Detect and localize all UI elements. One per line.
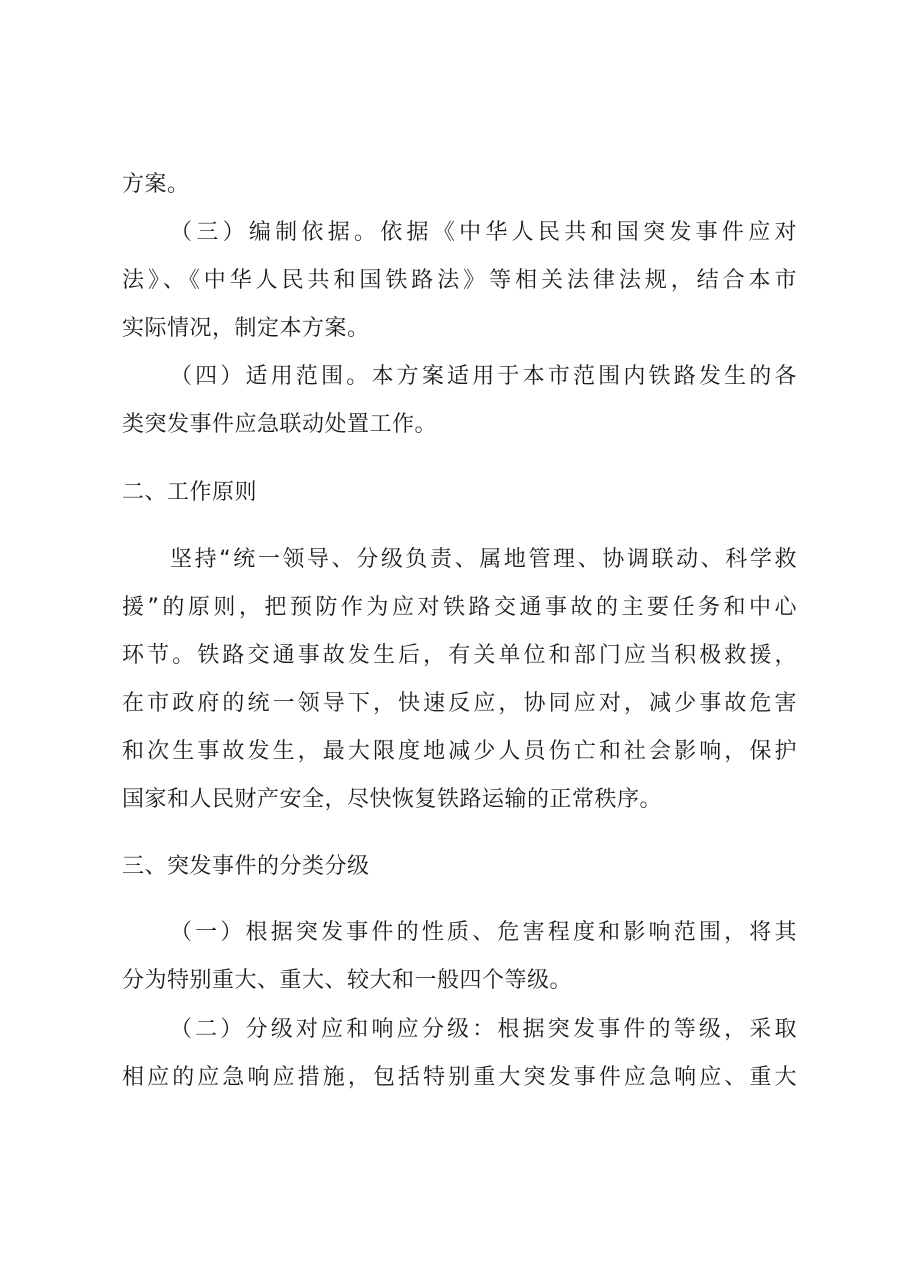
text-line: 分为特别重大、重大、较大和一般四个等级。 [122, 968, 573, 993]
text-line: 实际情况，制定本方案。 [122, 316, 370, 341]
section-heading: 三、突发事件的分类分级 [122, 854, 370, 879]
text-line: 国家和人民财产安全，尽快恢复铁路运输的正常秩序。 [122, 787, 663, 812]
text-line: 类突发事件应急联动处置工作。 [122, 412, 438, 437]
text-line: 援”的原则，把预防作为应对铁路交通事故的主要任务和中心 [122, 595, 797, 620]
text-line: 法》、《中华人民共和国铁路法》等相关法律法规，结合本市 [122, 268, 797, 293]
text-line: 环节。铁路交通事故发生后，有关单位和部门应当积极救援， [122, 643, 797, 668]
text-line: （一）根据突发事件的性质、危害程度和影响范围，将其 [170, 920, 797, 945]
text-line: 相应的应急响应措施，包括特别重大突发事件应急响应、重大 [122, 1065, 797, 1090]
text-line: 坚持“统一领导、分级负责、属地管理、协调联动、科学救 [170, 547, 797, 572]
text-line: （二）分级对应和响应分级：根据突发事件的等级，采取 [170, 1017, 797, 1042]
text-line: （三）编制依据。依据《中华人民共和国突发事件应对 [170, 220, 797, 245]
text-line: 在市政府的统一领导下，快速反应，协同应对，减少事故危害 [122, 691, 797, 716]
text-line: 方案。 [122, 172, 190, 197]
section-heading: 二、工作原则 [122, 480, 258, 505]
text-line: （四）适用范围。本方案适用于本市范围内铁路发生的各 [170, 364, 797, 389]
text-line: 和次生事故发生，最大限度地减少人员伤亡和社会影响，保护 [122, 739, 797, 764]
